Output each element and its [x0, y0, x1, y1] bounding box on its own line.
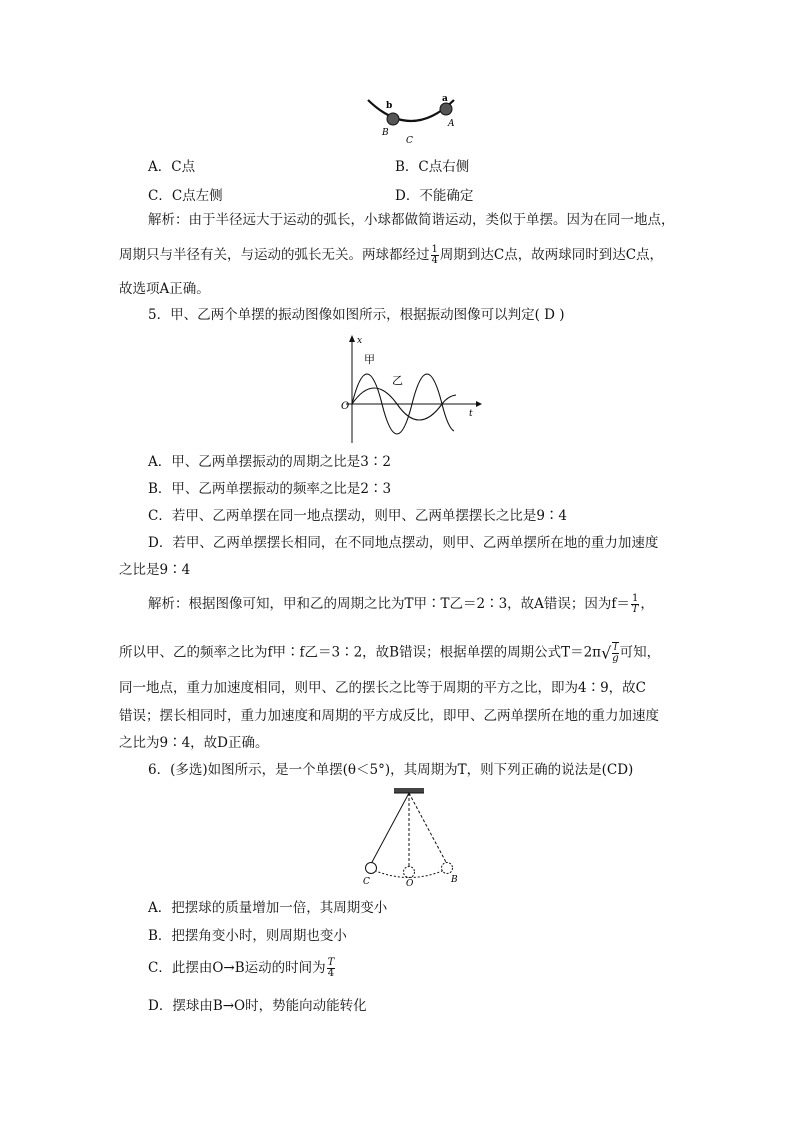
- label-B: B: [382, 128, 389, 138]
- ball-b: [387, 113, 399, 125]
- q6-option-a: A．把摆球的质量增加一倍，其周期变小: [148, 900, 388, 916]
- q5-oscillation-graph: [338, 333, 483, 445]
- q5-option-c: C．若甲、乙两单摆在同一地点摆动，则甲、乙两单摆摆长之比是9∶4: [148, 508, 568, 524]
- q5-analysis-line5: 之比为9∶4，故D正确。: [119, 735, 269, 751]
- q4-analysis-line1: 解析：由于半径远大于运动的弧长，小球都做简谐运动，类似于单摆。因为在同一地点，: [148, 212, 675, 228]
- q5-option-d-line2: 之比是9∶4: [119, 562, 191, 578]
- label-C: C: [363, 877, 370, 887]
- label-B: B: [451, 875, 458, 885]
- q5-analysis-line3: 同一地点，重力加速度相同，则甲、乙的摆长之比等于周期的平方之比，即为4∶9，故C: [119, 680, 647, 696]
- q6-stem: 6．(多选)如图所示，是一个单摆(θ＜5°)，其周期为T，则下列正确的说法是(CD): [148, 762, 634, 778]
- q5-analysis-line1: 解析：根据图像可知，甲和乙的周期之比为T甲∶T乙＝2∶3，故A错误；因为f＝ $\frac{1}{T}$ ，: [148, 593, 654, 615]
- q4-option-a: A．C点: [148, 159, 196, 175]
- q5-stem: 5．甲、乙两个单摆的振动图像如图所示，根据振动图像可以判定( D ): [148, 307, 565, 323]
- q5-option-d-line1: D．若甲、乙两单摆摆长相同，在不同地点摆动，则甲、乙两单摆所在地的重力加速度: [148, 535, 659, 551]
- label-b: b: [386, 101, 393, 111]
- series-jia-label: 甲: [364, 353, 375, 366]
- q4-option-b: B．C点右侧: [395, 159, 470, 175]
- q4-bowl-figure: [366, 94, 466, 146]
- q4-option-c: C．C点左侧: [148, 188, 223, 204]
- label-a: a: [442, 94, 448, 104]
- q4-analysis-line2-a: 周期只与半径有关，与运动的弧长无关。两球都经过: [119, 247, 430, 263]
- q4-analysis-line2: [119, 245, 663, 266]
- x-axis-label: x: [357, 336, 363, 346]
- q6-pendulum-figure: [357, 786, 467, 888]
- bob-B: [442, 863, 453, 874]
- ball-a: [440, 103, 452, 115]
- string-C: [371, 793, 409, 864]
- q6-option-d: D．摆球由B→O时，势能向动能转化: [148, 998, 367, 1014]
- q6-option-c: C．此摆由O→B运动的时间为 $\frac{T}{4}$: [148, 957, 335, 979]
- q4-analysis-line2-b: 周期到达C点，故两球同时到达C点，: [439, 247, 664, 263]
- q5-analysis-line4: 错误；摆长相同时，重力加速度和周期的平方成反比，即甲、乙两单摆所在地的重力加速度: [119, 708, 659, 724]
- one-over-T-fraction: $\frac{1}{T}$: [631, 593, 639, 615]
- t-arrow: [476, 401, 482, 407]
- q4-analysis-line3: 故选项A正确。: [119, 281, 210, 297]
- bob-O: [404, 867, 415, 878]
- label-C: C: [406, 136, 413, 146]
- x-arrow: [349, 335, 355, 342]
- string-B: [409, 793, 447, 864]
- bob-C: [366, 863, 377, 874]
- q6-option-b: B．把摆角变小时，则周期也变小: [148, 928, 347, 944]
- series-yi-label: 乙: [392, 374, 403, 387]
- q5-option-a: A．甲、乙两单摆振动的周期之比是3∶2: [148, 454, 391, 470]
- sqrt-symbol: √: [601, 643, 612, 663]
- q4-option-d: D．不能确定: [395, 188, 474, 204]
- ceiling-support: [394, 788, 424, 793]
- T-over-4-fraction: $\frac{T}{4}$: [327, 957, 335, 979]
- q5-analysis-line2: 所以甲、乙的频率之比为f甲∶f乙＝3∶2，故B错误；根据单摆的周期公式T＝2π√ $\frac{l}{g}$ 可知，: [119, 642, 661, 664]
- t-axis-label: t: [469, 409, 473, 419]
- l-over-g-fraction: $\frac{l}{g}$: [612, 642, 619, 664]
- label-O: O: [406, 879, 414, 888]
- quarter-fraction: $\frac{1}{4}$: [431, 244, 438, 266]
- label-A: A: [448, 119, 455, 129]
- q5-option-b: B．甲、乙两单摆振动的频率之比是2∶3: [148, 481, 392, 497]
- origin-label: O: [341, 401, 350, 412]
